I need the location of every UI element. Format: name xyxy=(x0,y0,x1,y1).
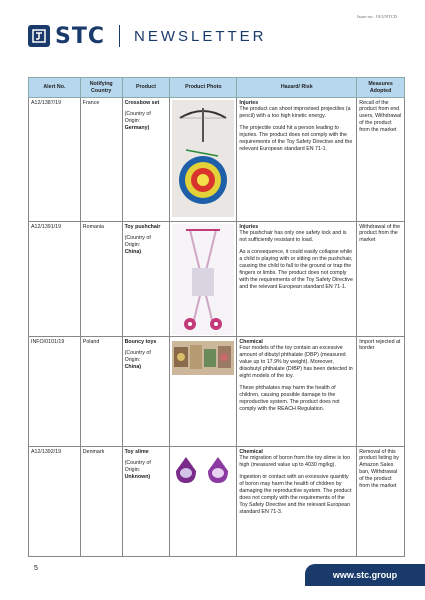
hazard-cell xyxy=(237,337,357,447)
hazard-cell xyxy=(237,447,357,557)
table-row xyxy=(29,337,405,447)
hazard-text: The product can shoot improvised projectiles (a pencil) with a too high kinetic energy. xyxy=(239,106,351,120)
newsletter-header xyxy=(28,20,397,52)
hazard-type: Injuries xyxy=(239,223,259,230)
footer-url[interactable]: www.stc.group xyxy=(332,570,398,580)
country-cell: Denmark xyxy=(80,447,122,557)
page-number: 5 xyxy=(34,565,38,572)
header-measures-adopted: Measures Adopted xyxy=(357,78,405,98)
newsletter-title: NEWSLETTER xyxy=(134,27,267,45)
origin-label: (Country of Origin: xyxy=(124,111,151,125)
product-name: Crossbow set xyxy=(124,99,160,106)
country-cell: France xyxy=(80,98,122,222)
origin-value: China) xyxy=(124,249,142,256)
measures-cell: Removal of this product listing by Amazon Sales ban, Withdrawal of the product from the market xyxy=(357,447,405,557)
hazard-type: Injuries xyxy=(239,99,259,106)
header-hazard-risk: Hazard/ Risk xyxy=(237,78,357,98)
recall-table xyxy=(28,77,405,557)
hazard-text: The projectile could hit a person leading to injuries. The product does not comply with the requirements of the Toy Safety Directive and the relevant European standard EN 71-1. xyxy=(239,125,353,153)
alert-no-cell: A12/1391/19 xyxy=(29,222,81,337)
hazard-cell xyxy=(237,98,357,222)
stc-logo-icon xyxy=(31,28,47,44)
photo-cell xyxy=(170,98,237,222)
product-name: Toy pushchair xyxy=(124,223,161,230)
hazard-text: These phthalates may harm the health of children, causing possible damage to the reproductive system. The product does not comply with the REACH Regulation. xyxy=(239,385,340,413)
hazard-type: Chemical xyxy=(239,448,263,455)
stc-logo-mark xyxy=(28,25,50,47)
alert-no-cell: A12/1387/19 xyxy=(29,98,81,222)
photo-cell xyxy=(170,222,237,337)
measures-cell: Import rejected at border xyxy=(357,337,405,447)
hazard-text: The pushchair has only one safety lock and is not sufficiently resistant to load. xyxy=(239,230,347,244)
issue-number: Issue no.: 19/3/NTCD xyxy=(357,14,397,19)
table-row xyxy=(29,447,405,557)
measures-cell: Withdrawal of the product from the market xyxy=(357,222,405,337)
hazard-text: Ingestion or contact with an excessive quantity of boron may harm the health of children by damaging the reproductive system. The product does not comply with the requirements of the Toy Safety Directive and the relevant European standard EN 71-3. xyxy=(239,474,352,516)
origin-label: (Country of Origin: xyxy=(124,235,151,249)
product-name: Toy slime xyxy=(124,448,149,455)
hazard-text: The migration of boron from the toy slime is too high (measured value up to 4030 mg/kg). xyxy=(239,455,351,469)
product-name: Bouncy toys xyxy=(124,338,157,345)
header-notifying-country: Notifying Country xyxy=(80,78,122,98)
measures-cell: Recall of the product from end users, Withdrawal of the product from the market xyxy=(357,98,405,222)
header-alert-no: Alert No. xyxy=(29,78,81,98)
alert-no-cell: INFO/0101/19 xyxy=(29,337,81,447)
table-row xyxy=(29,98,405,222)
country-cell: Poland xyxy=(80,337,122,447)
footer-banner xyxy=(305,564,425,586)
alert-no-cell: A12/1392/19 xyxy=(29,447,81,557)
pushchair-photo xyxy=(172,224,234,335)
origin-value: Germany) xyxy=(124,125,150,132)
product-cell xyxy=(122,447,170,557)
product-cell xyxy=(122,337,170,447)
hazard-text: Four models of the toy contain an excessive amount of dibutyl phthalate (DBP) (measured value up to 17.9% by weight). Moreover, diisobutyl phthalate (DIBP) has been detected in eight models of the toy. xyxy=(239,345,353,380)
origin-label: (Country of Origin: xyxy=(124,460,151,474)
photo-cell xyxy=(170,337,237,447)
crossbow-photo xyxy=(172,100,234,217)
header-divider xyxy=(119,25,120,47)
hazard-type: Chemical xyxy=(239,338,263,345)
header-product: Product xyxy=(122,78,170,98)
photo-cell xyxy=(170,447,237,557)
origin-value: Unknown) xyxy=(124,474,151,481)
hazard-cell xyxy=(237,222,357,337)
toy-slime-photo xyxy=(172,453,234,487)
product-cell xyxy=(122,98,170,222)
origin-label: (Country of Origin: xyxy=(124,350,151,364)
table-row xyxy=(29,222,405,337)
table-header-row xyxy=(29,78,405,98)
product-cell xyxy=(122,222,170,337)
header-product-photo: Product Photo xyxy=(170,78,237,98)
hazard-text: As a consequence, it could easily collapse while a child is playing with or sitting on the pushchair, causing the child to fall to the ground or trap the fingers or limbs. The product does not comply with the requirements of the Toy Safety Directive and the relevant European standard EN 71-1. xyxy=(239,249,353,291)
country-cell: Romania xyxy=(80,222,122,337)
origin-value: China) xyxy=(124,364,142,371)
stc-logo-text: STC xyxy=(55,23,105,49)
bouncy-toys-photo xyxy=(172,341,234,375)
